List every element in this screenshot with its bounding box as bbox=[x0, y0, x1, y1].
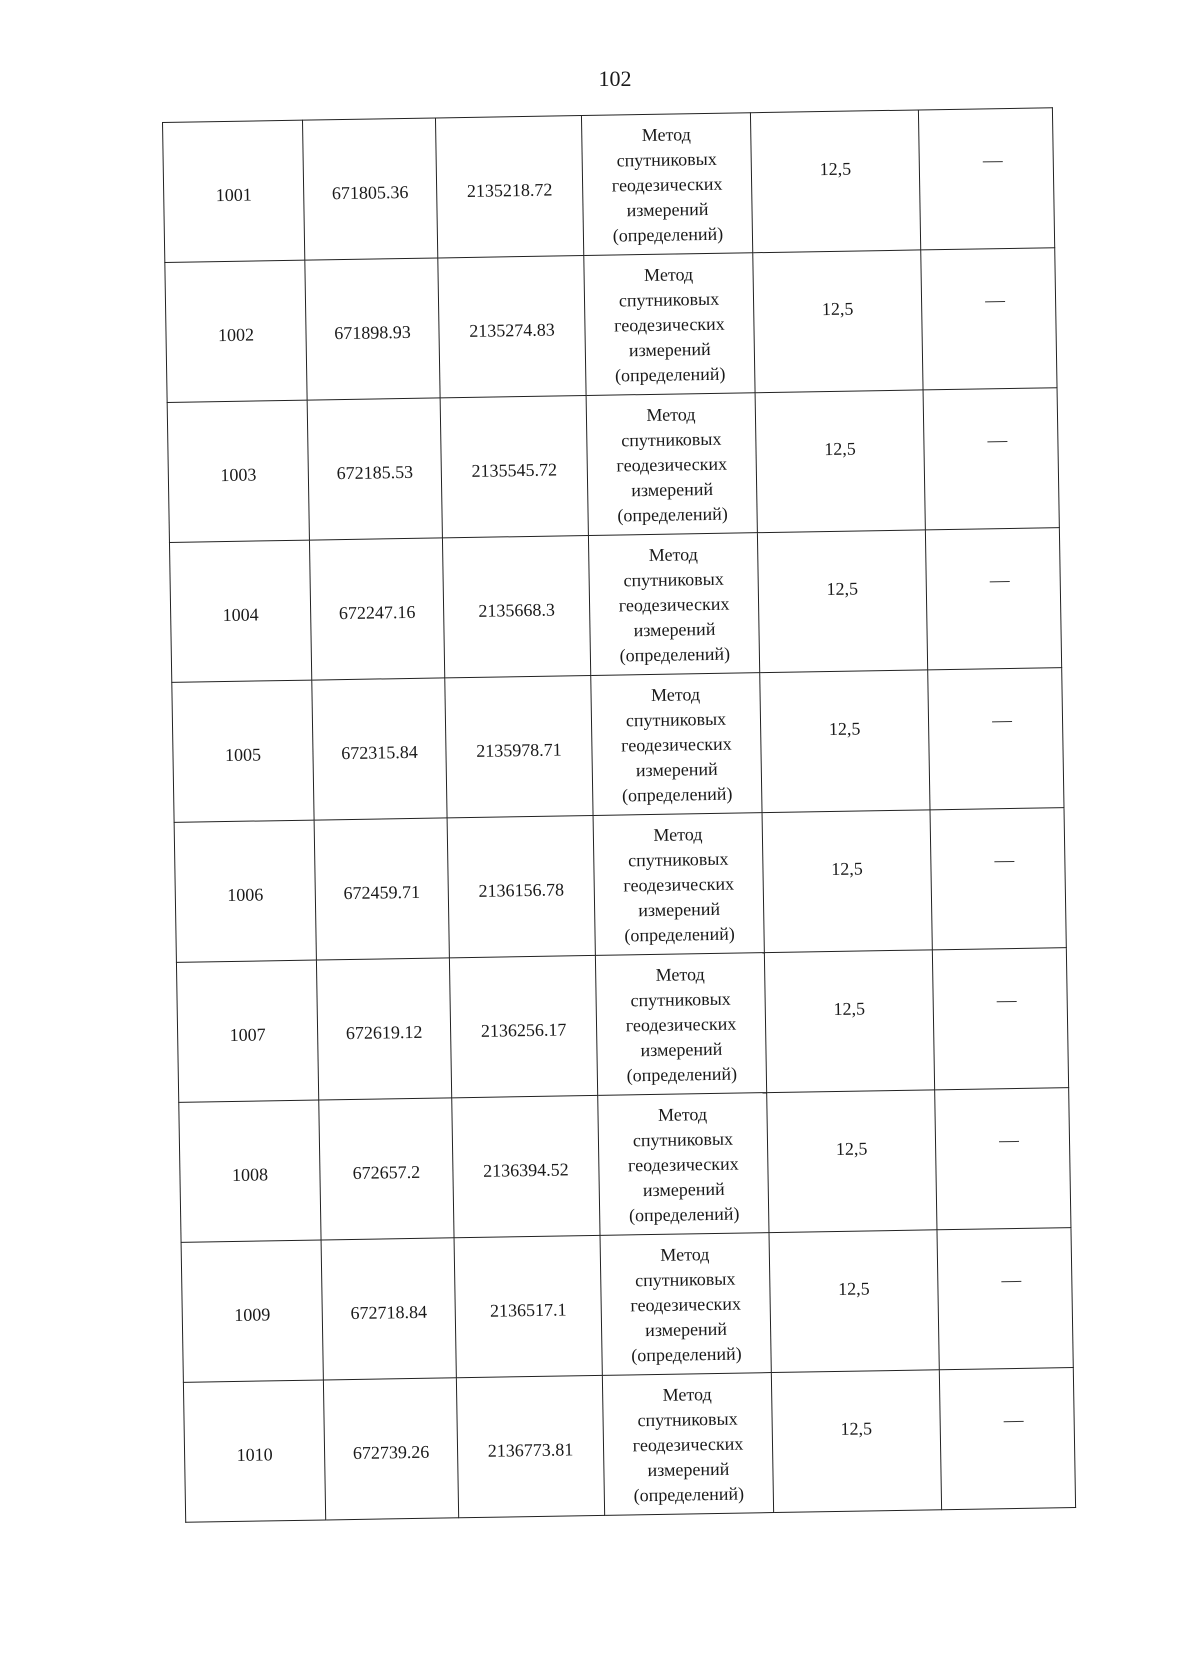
method-text: Метод спутниковых геодезических измерений (определений) bbox=[625, 964, 738, 1086]
x-coordinate-cell bbox=[316, 958, 451, 1100]
dash-mark bbox=[996, 1001, 1016, 1002]
x-coordinate-cell bbox=[314, 818, 449, 960]
point-number-cell bbox=[172, 680, 314, 822]
method-cell bbox=[598, 1093, 769, 1236]
point-number: 1001 bbox=[215, 184, 252, 206]
y-coordinate: 2135274.83 bbox=[469, 319, 555, 341]
x-coordinate: 672657.2 bbox=[352, 1161, 421, 1183]
point-number-cell bbox=[174, 820, 316, 962]
accuracy-cell bbox=[750, 110, 920, 253]
accuracy-value: 12,5 bbox=[821, 298, 854, 320]
method-cell bbox=[593, 813, 764, 956]
y-coordinate-cell bbox=[445, 675, 593, 817]
method-text: Метод спутниковых геодезических измерений (определений) bbox=[616, 404, 728, 526]
table-row bbox=[183, 1368, 1075, 1523]
method-text: Метод спутниковых геодезических измерений (определений) bbox=[623, 824, 735, 946]
accuracy-cell bbox=[755, 390, 925, 533]
x-coordinate-cell bbox=[305, 258, 440, 400]
point-number: 1006 bbox=[227, 884, 264, 906]
accuracy-value: 12,5 bbox=[826, 578, 859, 600]
table-row bbox=[165, 248, 1057, 403]
method-cell bbox=[588, 533, 759, 676]
table-row bbox=[176, 948, 1068, 1103]
y-coordinate-cell bbox=[454, 1235, 602, 1377]
description-cell bbox=[932, 948, 1068, 1090]
y-coordinate-cell bbox=[440, 396, 588, 538]
accuracy-value: 12,5 bbox=[833, 998, 866, 1019]
accuracy-cell bbox=[753, 250, 923, 393]
method-text: Метод спутниковых геодезических измерений (определений) bbox=[620, 684, 733, 806]
x-coordinate: 672718.84 bbox=[350, 1301, 428, 1324]
method-cell bbox=[586, 393, 757, 536]
dash-mark bbox=[992, 721, 1012, 722]
x-coordinate: 672619.12 bbox=[345, 1021, 423, 1044]
x-coordinate: 672315.84 bbox=[341, 741, 418, 764]
x-coordinate: 671805.36 bbox=[331, 181, 409, 204]
x-coordinate-cell bbox=[307, 398, 442, 540]
y-coordinate: 2136394.52 bbox=[483, 1159, 569, 1181]
x-coordinate: 672739.26 bbox=[352, 1441, 430, 1464]
accuracy-cell bbox=[769, 1230, 939, 1373]
point-number: 1004 bbox=[222, 604, 259, 626]
y-coordinate: 2135545.72 bbox=[471, 459, 558, 481]
description-cell bbox=[925, 528, 1061, 670]
x-coordinate-cell bbox=[321, 1238, 456, 1380]
y-coordinate: 2136256.17 bbox=[480, 1019, 567, 1041]
accuracy-cell bbox=[771, 1370, 941, 1513]
accuracy-value: 12,5 bbox=[824, 438, 856, 460]
method-cell bbox=[595, 953, 766, 1096]
table-row bbox=[174, 808, 1066, 963]
dash-mark bbox=[987, 441, 1007, 442]
description-cell bbox=[921, 248, 1057, 390]
method-cell bbox=[602, 1373, 773, 1516]
method-cell bbox=[584, 253, 755, 396]
dash-mark bbox=[1001, 1281, 1021, 1282]
dash-mark bbox=[1003, 1421, 1023, 1422]
table-row bbox=[169, 528, 1061, 683]
method-text: Метод спутниковых геодезических измерений (определений) bbox=[630, 1244, 742, 1366]
description-cell bbox=[918, 108, 1054, 250]
point-number: 1010 bbox=[236, 1444, 273, 1465]
x-coordinate: 672247.16 bbox=[338, 601, 416, 624]
description-cell bbox=[923, 388, 1059, 530]
description-cell bbox=[928, 668, 1064, 810]
point-number: 1007 bbox=[229, 1024, 266, 1046]
x-coordinate: 672185.53 bbox=[336, 461, 414, 484]
accuracy-cell bbox=[764, 950, 934, 1093]
y-coordinate: 2135668.3 bbox=[478, 599, 556, 621]
y-coordinate-cell bbox=[456, 1375, 604, 1517]
accuracy-cell bbox=[757, 530, 927, 673]
y-coordinate: 2135978.71 bbox=[476, 739, 562, 761]
point-number-cell bbox=[167, 400, 309, 542]
accuracy-value: 12,5 bbox=[835, 1138, 868, 1159]
accuracy-cell bbox=[767, 1090, 937, 1233]
method-cell bbox=[600, 1233, 771, 1376]
x-coordinate-cell bbox=[312, 678, 447, 820]
table-row bbox=[163, 108, 1055, 263]
description-cell bbox=[935, 1088, 1071, 1230]
y-coordinate-cell bbox=[442, 535, 590, 677]
method-text: Метод спутниковых геодезических измерений (определений) bbox=[618, 544, 731, 666]
table-row bbox=[172, 668, 1064, 823]
y-coordinate: 2136773.81 bbox=[487, 1439, 574, 1461]
coordinates-table-container bbox=[162, 107, 1075, 1523]
dash-mark bbox=[982, 161, 1002, 162]
description-cell bbox=[937, 1228, 1073, 1370]
point-number: 1002 bbox=[217, 324, 255, 346]
y-coordinate: 2135218.72 bbox=[466, 179, 553, 201]
y-coordinate-cell bbox=[438, 256, 586, 398]
accuracy-value: 12,5 bbox=[819, 158, 852, 180]
point-number: 1005 bbox=[224, 744, 262, 766]
table-row bbox=[181, 1228, 1073, 1383]
y-coordinate: 2136517.1 bbox=[489, 1299, 567, 1321]
page-number: 102 bbox=[598, 66, 632, 91]
y-coordinate: 2136156.78 bbox=[478, 879, 565, 901]
x-coordinate: 671898.93 bbox=[334, 321, 411, 344]
table-body bbox=[163, 108, 1076, 1523]
y-coordinate-cell bbox=[449, 955, 597, 1097]
point-number: 1003 bbox=[220, 464, 257, 486]
x-coordinate-cell bbox=[302, 118, 437, 260]
table-row bbox=[179, 1088, 1071, 1243]
accuracy-value: 12,5 bbox=[828, 718, 861, 740]
accuracy-cell bbox=[762, 810, 932, 953]
dash-mark bbox=[989, 581, 1009, 582]
point-number-cell bbox=[183, 1380, 325, 1522]
x-coordinate: 672459.71 bbox=[343, 881, 421, 904]
dash-mark bbox=[999, 1141, 1019, 1142]
accuracy-value: 12,5 bbox=[840, 1418, 873, 1439]
point-number-cell bbox=[181, 1240, 323, 1382]
point-number-cell bbox=[179, 1100, 321, 1242]
method-text: Метод спутниковых геодезических измерений (определений) bbox=[632, 1384, 745, 1506]
y-coordinate-cell bbox=[435, 116, 583, 258]
point-number: 1009 bbox=[234, 1304, 271, 1325]
method-text: Метод спутниковых геодезических измерений (определений) bbox=[627, 1104, 740, 1226]
description-cell bbox=[939, 1368, 1075, 1510]
x-coordinate-cell bbox=[319, 1098, 454, 1240]
method-text: Метод спутниковых геодезических измерений (определений) bbox=[613, 264, 726, 386]
x-coordinate-cell bbox=[323, 1378, 458, 1520]
dash-mark bbox=[994, 861, 1014, 862]
accuracy-cell bbox=[760, 670, 930, 813]
x-coordinate-cell bbox=[309, 538, 444, 680]
point-number-cell bbox=[163, 120, 305, 262]
point-number: 1008 bbox=[231, 1164, 269, 1185]
method-cell bbox=[591, 673, 762, 816]
coordinates-table bbox=[162, 107, 1076, 1523]
point-number-cell bbox=[176, 960, 318, 1102]
accuracy-value: 12,5 bbox=[831, 858, 863, 880]
y-coordinate-cell bbox=[452, 1095, 600, 1237]
y-coordinate-cell bbox=[447, 815, 595, 957]
accuracy-value: 12,5 bbox=[838, 1278, 870, 1299]
description-cell bbox=[930, 808, 1066, 950]
method-text: Метод спутниковых геодезических измерений (определений) bbox=[611, 124, 724, 246]
method-cell bbox=[581, 113, 752, 256]
point-number-cell bbox=[165, 260, 307, 402]
table-row bbox=[167, 388, 1059, 543]
point-number-cell bbox=[169, 540, 311, 682]
dash-mark bbox=[985, 301, 1005, 302]
